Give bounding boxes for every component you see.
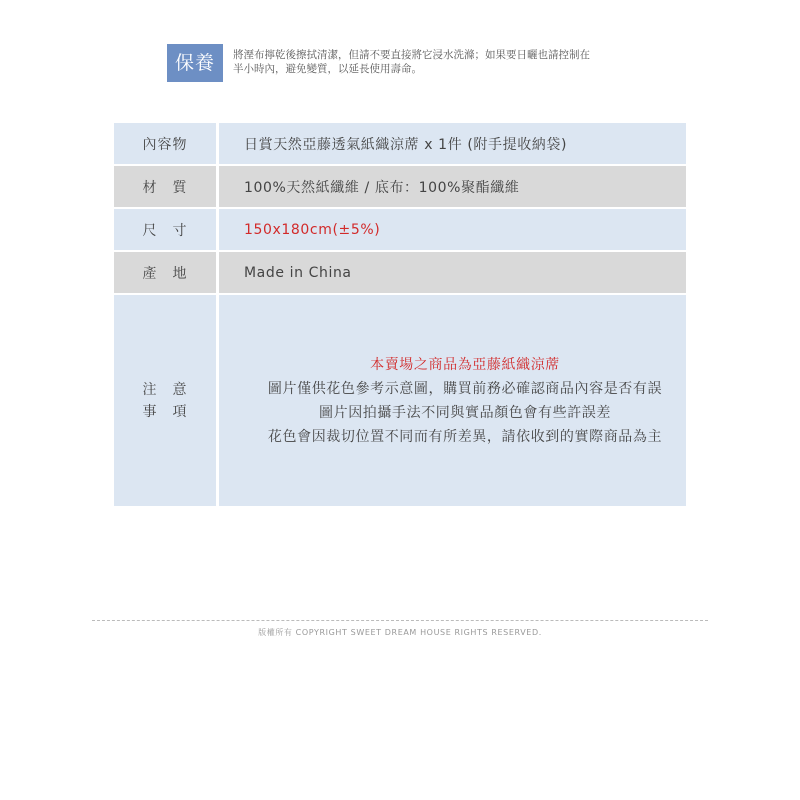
spec-table — [114, 123, 686, 508]
notes-label — [114, 295, 216, 506]
notes-item: 圖片因拍攝手法不同與實品顏色會有些許誤差 — [319, 404, 611, 421]
origin-value: Made in China — [219, 252, 686, 293]
notes-list — [219, 295, 686, 506]
notes-item: 花色會因裁切位置不同而有所差異，請依收到的實際商品為主 — [267, 428, 663, 445]
size-label: 尺 寸 — [114, 209, 216, 250]
spec-row-contents — [114, 123, 686, 164]
care-text-line-2: 半小時內，避免變質，以延長使用壽命。 — [233, 62, 422, 75]
spec-row-notes — [114, 295, 686, 506]
care-badge: 保養 — [167, 44, 223, 82]
spec-row-size — [114, 209, 686, 250]
origin-label: 產 地 — [114, 252, 216, 293]
contents-label: 內容物 — [114, 123, 216, 164]
notes-item-highlight: 本賣場之商品為亞藤紙織涼蓆 — [370, 356, 560, 373]
material-label: 材 質 — [114, 166, 216, 207]
footer-divider — [92, 620, 708, 621]
size-value: 150x180cm(±5%) — [219, 209, 686, 250]
notes-item: 圖片僅供花色參考示意圖，購買前務必確認商品內容是否有誤 — [267, 380, 663, 397]
contents-value: 日賞天然亞藤透氣紙織涼蓆 x 1件 (附手提收納袋) — [219, 123, 686, 164]
care-section — [167, 44, 653, 82]
care-text — [233, 49, 653, 76]
notes-label-line-2: 事 項 — [142, 403, 188, 420]
material-value: 100%天然紙纖維 / 底布：100%聚酯纖維 — [219, 166, 686, 207]
spec-row-origin — [114, 252, 686, 293]
notes-label-line-1: 注 意 — [142, 381, 188, 398]
footer-copyright: 版權所有 COPYRIGHT SWEET DREAM HOUSE RIGHTS RESERVED. — [258, 628, 542, 637]
care-text-line-1: 將溼布擰乾後擦拭清潔，但請不要直接將它浸水洗滌；如果要日曬也請控制在 — [233, 49, 590, 61]
spec-row-material — [114, 166, 686, 207]
